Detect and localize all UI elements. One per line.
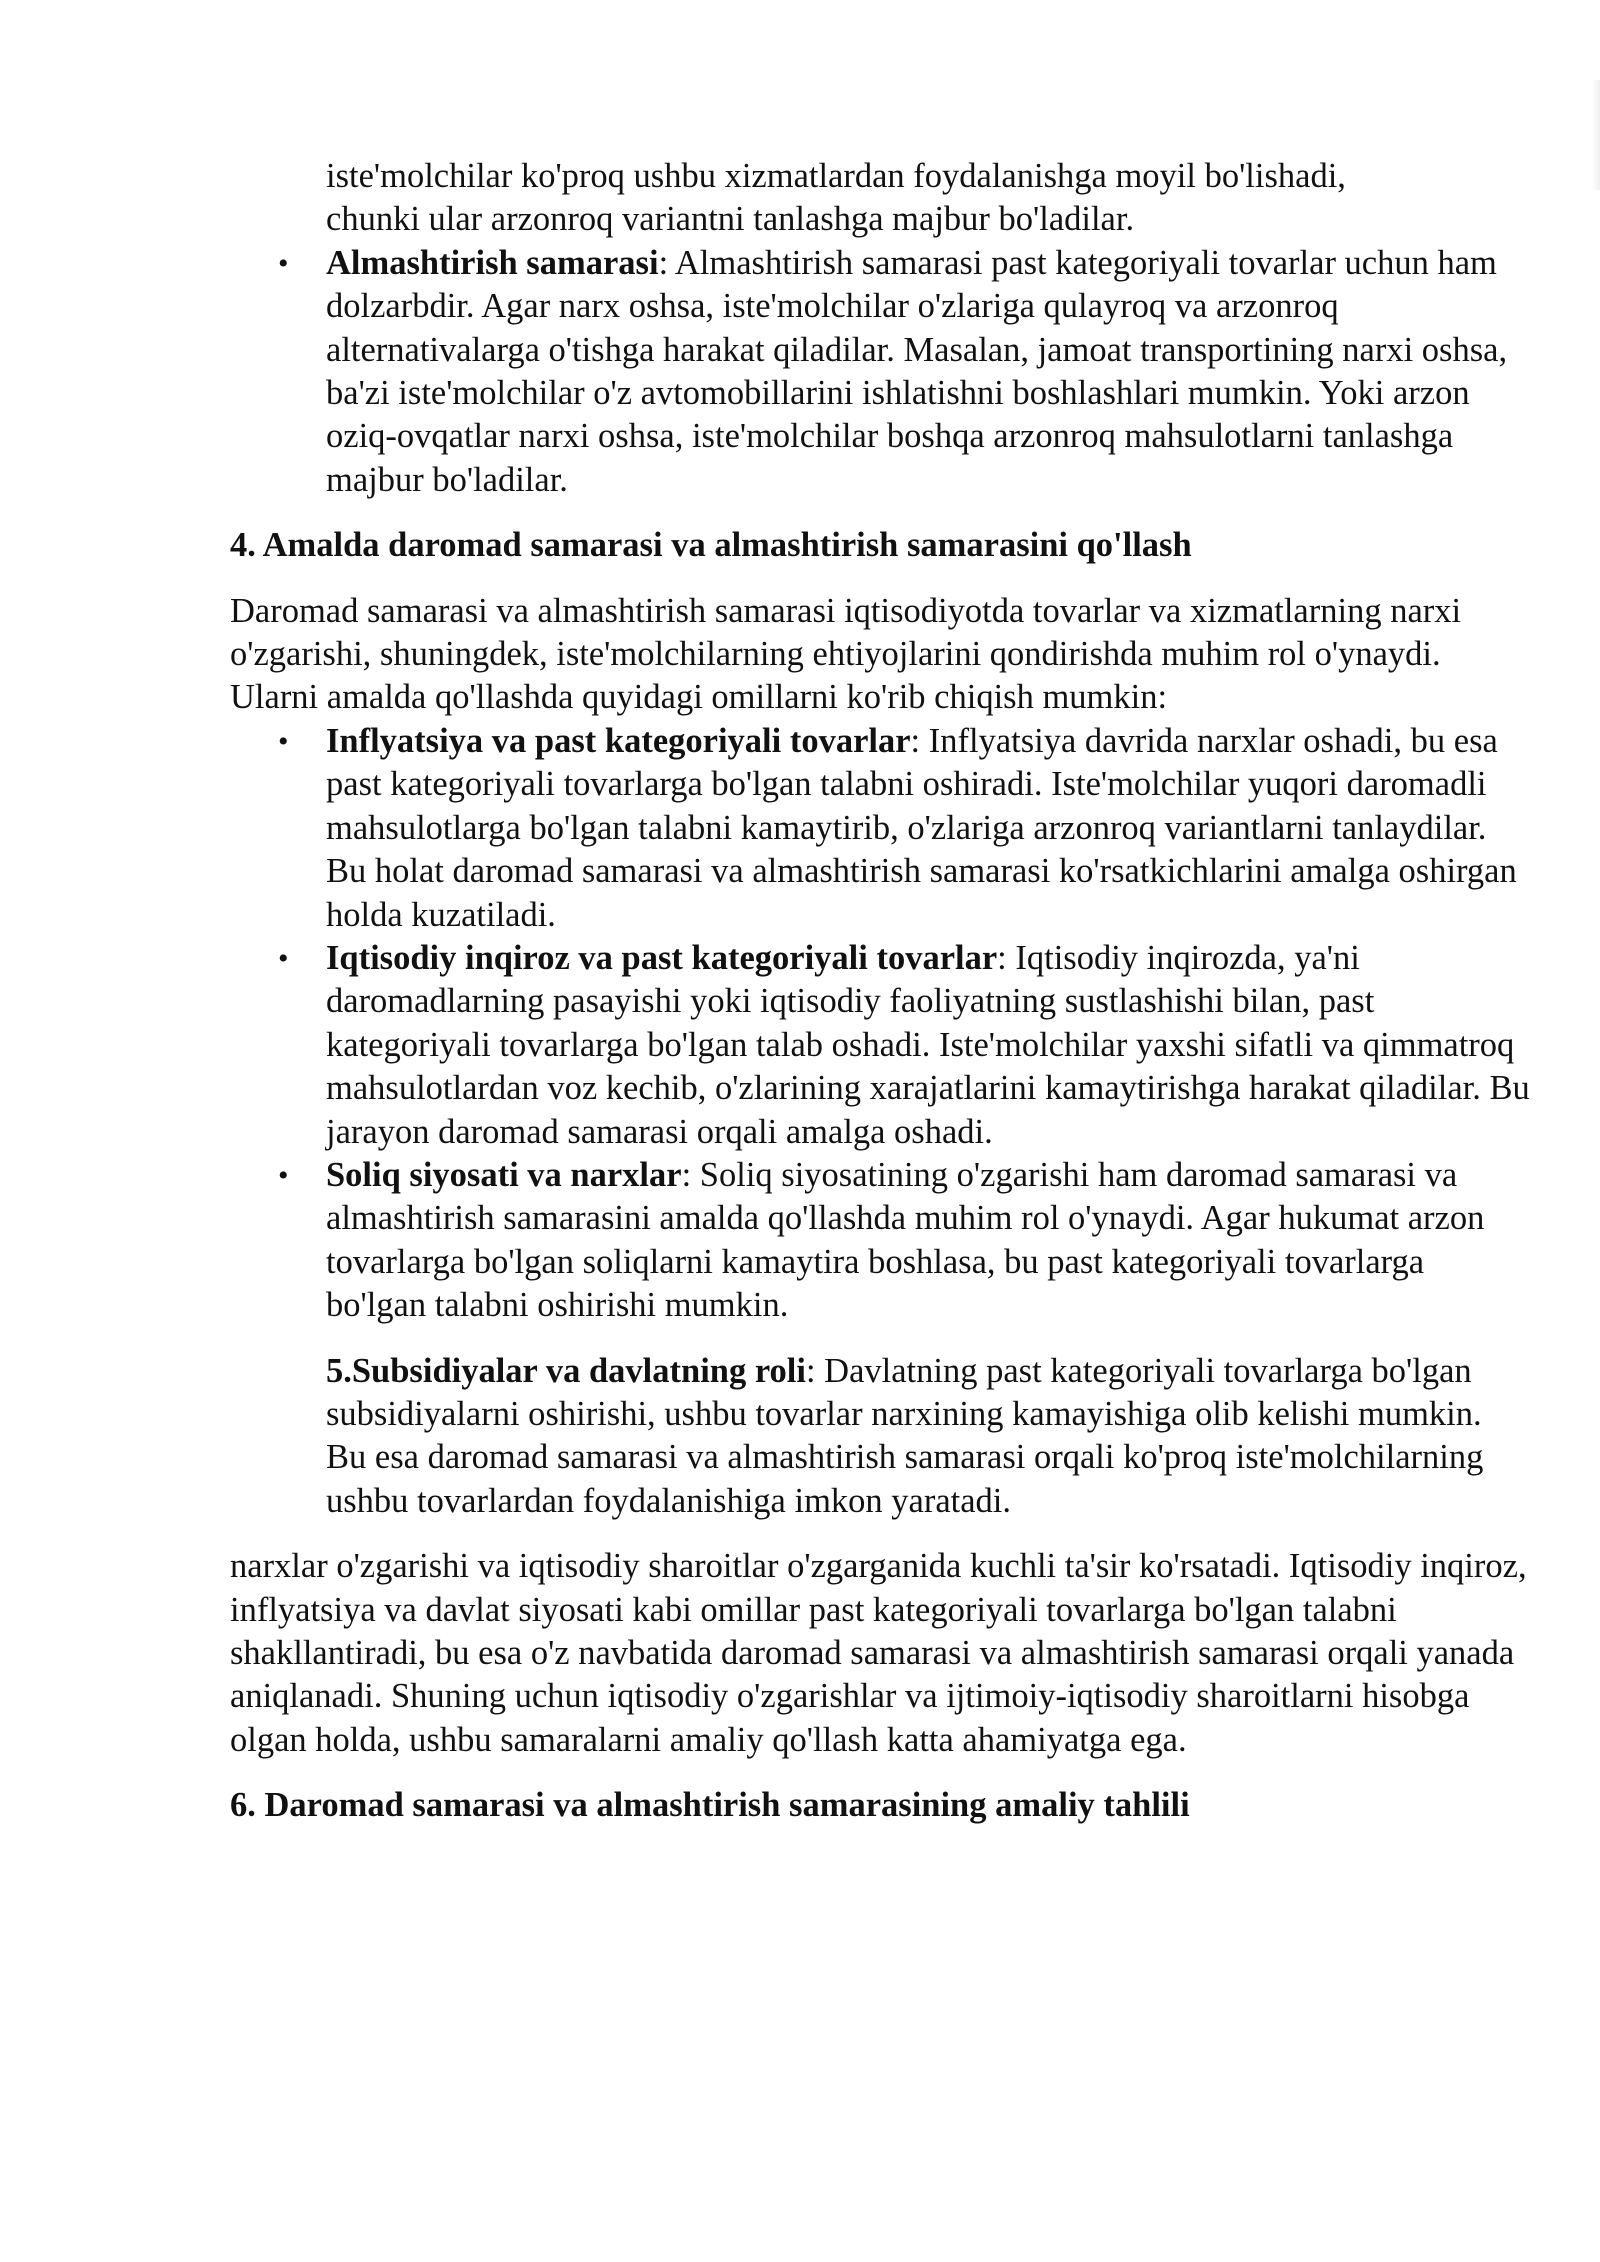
list-item-term: Soliq siyosati va narxlar (326, 1155, 682, 1194)
continuation-line: iste'molchilar ko'proq ushbu xizmatlardan foydalanishga moyil bo'lishadi, (326, 157, 1346, 195)
list-item-term: Iqtisodiy inqiroz va past kategoriyali tovarlar (326, 938, 998, 977)
list-item-text: : Iqtisodiy inqirozda, ya'ni daromadlarning pasayishi yoki iqtisodiy faoliyatning sustlashishi bilan, past kategoriyali tovarlarga bo'lgan talab oshadi. Iste'molchilar yaxshi sifatli va qimmatroq mahsulotlardan voz kechib, o'zlarining xarajatlarini kamaytirishga harakat qiladilar. Bu jarayon daromad samarasi orqali amalga oshadi. (326, 938, 1530, 1151)
intro-paragraph: Daromad samarasi va almashtirish samarasi iqtisodiyotda tovarlar va xizmatlarning narxi o'zgarishi, shuningdek, iste'molchilarning ehtiyojlarini qondirishda muhim rol o'ynaydi. Ularni amalda qo'llashda quyidagi omillarni ko'rib chiqish mumkin: (230, 591, 1462, 717)
subsidies-text: : Davlatning past kategoriyali tovarlarga bo'lgan subsidiyalarni oshirishi, ushbu tovarlar narxining kamayishiga olib kelishi mumkin. Bu esa daromad samarasi va almashtirish samarasi orqali ko'proq iste'molchilarning ushbu tovarlardan foydalanishiga imkon yaratadi. (326, 1351, 1484, 1520)
subsidies-term: 5.Subsidiyalar va davlatning roli (326, 1351, 806, 1390)
list-item (230, 1154, 1530, 1328)
list-item-text: : Soliq siyosatining o'zgarishi ham daromad samarasi va almashtirish samarasini amalda qo'llashda muhim rol o'ynaydi. Agar hukumat arzon tovarlarga bo'lgan soliqlarni kamaytira boshlasa, bu past kategoriyali tovarlarga bo'lgan talabni oshirishi mumkin. (326, 1155, 1485, 1325)
list-item (230, 242, 1530, 502)
page-edge-shadow (1592, 80, 1600, 190)
summary-paragraph: narxlar o'zgarishi va iqtisodiy sharoitlar o'zgarganida kuchli ta'sir ko'rsatadi. Iqtisodiy inqiroz, inflyatsiya va davlat siyosati kabi omillar past kategoriyali tovarlarga bo'lgan talabni shakllantiradi, bu esa o'z navbatida daromad samarasi va almashtirish samarasi orqali yanada aniqlanadi. Shuning uchun iqtisodiy o'zgarishlar va ijtimoiy-iqtisodiy sharoitlarni hisobga olgan holda, ushbu samaralarni amaliy qo'llash katta ahamiyatga ega. (230, 1547, 1527, 1759)
list-item-term: Almashtirish samarasi (326, 243, 659, 282)
continuation-text (326, 155, 1530, 242)
bullet-list-main (230, 720, 1530, 1328)
section-heading-6: 6. Daromad samarasi va almashtirish samarasining amaliy tahlili (230, 1786, 1190, 1825)
list-item (230, 937, 1530, 1154)
bullet-marker: • (278, 1158, 289, 1192)
list-item-text: : Inflyatsiya davrida narxlar oshadi, bu esa past kategoriyali tovarlarga bo'lgan talabni oshiradi. Iste'molchilar yuqori daromadli mahsulotlarga bo'lgan talabni kamaytirib, o'zlariga arzonroq variantlarni tanlaydilar. Bu holat daromad samarasi va almashtirish samarasi ko'rsatkichlarini amalga oshirgan holda kuzatiladi. (326, 721, 1517, 934)
bullet-list-top (230, 242, 1530, 502)
list-item-text: : Almashtirish samarasi past kategoriyali tovarlar uchun ham dolzarbdir. Agar narx oshsa, iste'molchilar o'zlariga qulayroq va arzonroq alternativalarga o'tishga harakat qiladilar. Masalan, jamoat transportining narxi oshsa, ba'zi iste'molchilar o'z avtomobillarini ishlatishni boshlashlari mumkin. Yoki arzon oziq-ovqatlar narxi oshsa, iste'molchilar boshqa arzonroq mahsulotlarni tanlashga majbur bo'ladilar. (326, 243, 1508, 499)
subsidies-paragraph (326, 1350, 1530, 1524)
list-item (230, 720, 1530, 937)
bullet-marker: • (278, 246, 289, 280)
continuation-line: chunki ular arzonroq variantni tanlashga majbur bo'ladilar. (326, 200, 1135, 239)
bullet-marker: • (278, 724, 289, 758)
document-content (230, 155, 1530, 1828)
bullet-marker: • (278, 941, 289, 975)
list-item-term: Inflyatsiya va past kategoriyali tovarlar (326, 721, 911, 760)
section-heading-4: 4. Amalda daromad samarasi va almashtirish samarasini qo'llash (230, 526, 1192, 565)
